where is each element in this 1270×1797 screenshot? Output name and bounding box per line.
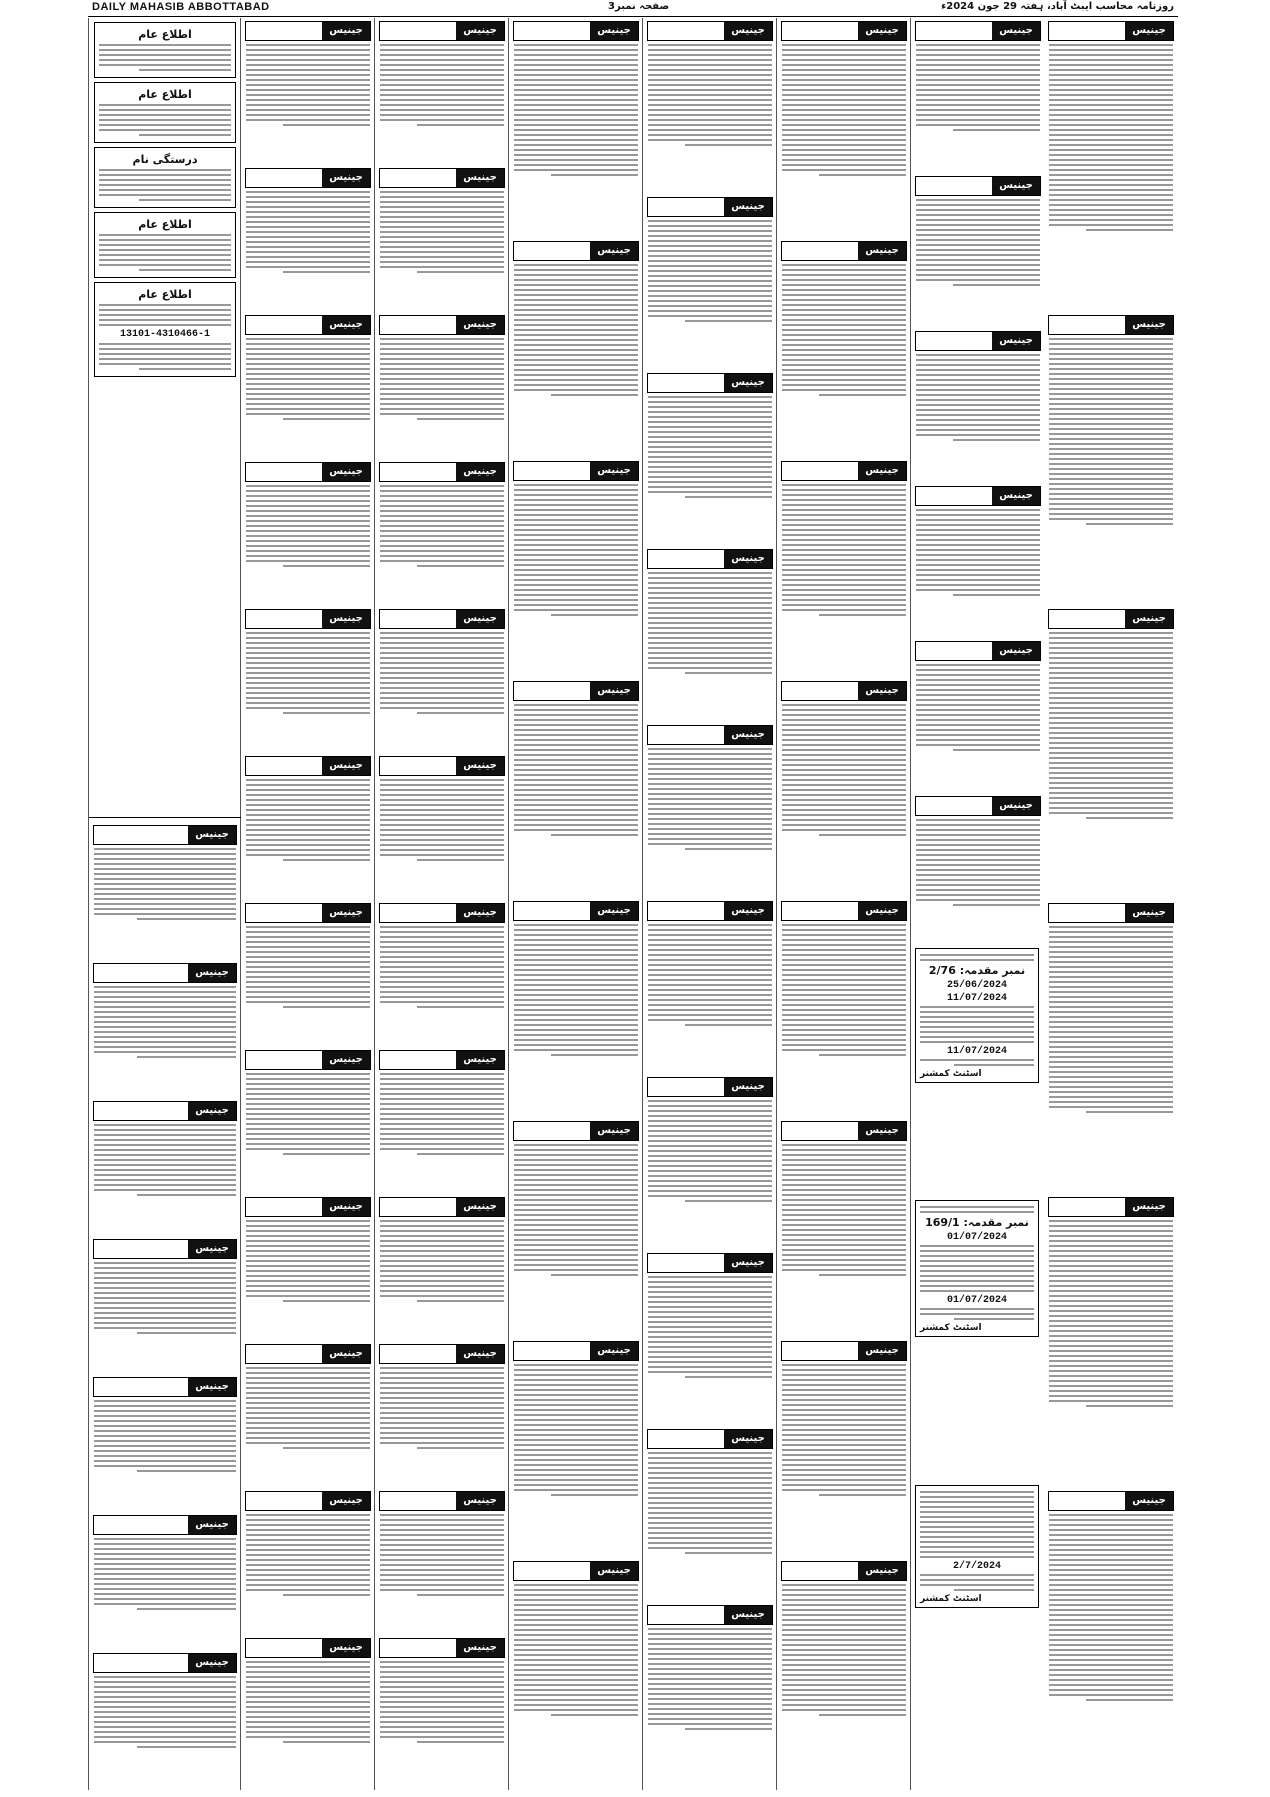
notice-heading bbox=[93, 1653, 237, 1673]
notice bbox=[375, 1488, 509, 1635]
notice-body bbox=[648, 1628, 772, 1730]
notice bbox=[375, 312, 509, 459]
notice-body bbox=[648, 396, 772, 498]
notice-number: جینیس bbox=[724, 1078, 772, 1096]
notice-heading bbox=[245, 1344, 371, 1364]
notice bbox=[777, 898, 911, 1118]
notice-number: جینیس bbox=[992, 487, 1040, 505]
notice-heading bbox=[513, 21, 639, 41]
notice-heading bbox=[647, 549, 773, 569]
notice bbox=[375, 1047, 509, 1194]
notice-body bbox=[782, 1144, 906, 1276]
notice-heading bbox=[245, 462, 371, 482]
notice-heading bbox=[379, 1050, 505, 1070]
notice bbox=[777, 458, 911, 678]
notice bbox=[241, 18, 375, 165]
ad-title: اطلاع عام bbox=[138, 28, 192, 41]
notice-body bbox=[1049, 1514, 1173, 1701]
notice-heading bbox=[379, 21, 505, 41]
notice bbox=[89, 1512, 241, 1650]
notice bbox=[643, 722, 777, 898]
notice-number: جینیس bbox=[456, 1345, 504, 1363]
notice bbox=[777, 238, 911, 458]
notice-heading bbox=[379, 1638, 505, 1658]
notice-number: جینیس bbox=[724, 1254, 772, 1272]
notice-number: جینیس bbox=[322, 1051, 370, 1069]
notice bbox=[509, 18, 643, 238]
notice-heading bbox=[513, 681, 639, 701]
notice bbox=[241, 606, 375, 753]
notice-body bbox=[782, 44, 906, 176]
notice-heading bbox=[245, 756, 371, 776]
notice-heading bbox=[647, 197, 773, 217]
appearance-date: 11/07/2024 bbox=[946, 1046, 1007, 1057]
notice-date: 01/07/2024 bbox=[946, 1232, 1007, 1243]
notice bbox=[241, 900, 375, 1047]
notice-heading bbox=[1048, 1197, 1174, 1217]
column-5 bbox=[508, 18, 643, 1790]
notice-number: جینیس bbox=[456, 169, 504, 187]
notice-number: جینیس bbox=[322, 169, 370, 187]
page-number: صفحہ نمبر3 bbox=[608, 1, 670, 12]
notice-number: جینیس bbox=[322, 757, 370, 775]
court-notices-3 bbox=[910, 1485, 1044, 1612]
notice-number: جینیس bbox=[590, 682, 638, 700]
notice-heading bbox=[93, 1101, 237, 1121]
notice-number: جینیس bbox=[724, 902, 772, 920]
notice-heading bbox=[93, 1377, 237, 1397]
notice-number: جینیس bbox=[590, 1562, 638, 1580]
public-notice-ad-1 bbox=[94, 22, 236, 78]
notice-number: جینیس bbox=[456, 757, 504, 775]
notice-number: جینیس bbox=[724, 1606, 772, 1624]
notice-number: جینیس bbox=[858, 242, 906, 260]
notice-heading bbox=[781, 1561, 907, 1581]
notice bbox=[241, 1194, 375, 1341]
notice-date: 25/06/2024 bbox=[946, 980, 1007, 991]
notice-body bbox=[648, 924, 772, 1026]
notice-number: جینیس bbox=[724, 374, 772, 392]
notice-number: جینیس bbox=[858, 1122, 906, 1140]
ad-title: اطلاع عام bbox=[138, 88, 192, 101]
notice-body bbox=[94, 1538, 236, 1610]
notice-number: جینیس bbox=[322, 904, 370, 922]
court-notice-3 bbox=[915, 1485, 1039, 1608]
signature-label: اسٹنٹ کمشنر bbox=[920, 1594, 982, 1604]
notice bbox=[911, 173, 1045, 328]
notice-number: جینیس bbox=[992, 177, 1040, 195]
notice-number: جینیس bbox=[858, 22, 906, 40]
notice bbox=[509, 1558, 643, 1778]
notice-body bbox=[514, 704, 638, 836]
notice-body bbox=[94, 1400, 236, 1472]
notice-heading bbox=[245, 903, 371, 923]
notice-number: جینیس bbox=[188, 1102, 236, 1120]
newspaper-name: DAILY MAHASIB ABBOTTABAD bbox=[92, 1, 270, 13]
public-notice-ad-4 bbox=[94, 282, 236, 377]
notice-heading bbox=[647, 373, 773, 393]
notice-number: جینیس bbox=[1125, 1492, 1173, 1510]
notice bbox=[241, 1341, 375, 1488]
notice-body bbox=[514, 1584, 638, 1716]
notice-heading bbox=[1048, 1491, 1174, 1511]
notice-heading bbox=[781, 21, 907, 41]
notice-heading bbox=[93, 1515, 237, 1535]
notice-heading bbox=[1048, 609, 1174, 629]
notice-body bbox=[94, 1676, 236, 1748]
notice-number: جینیس bbox=[456, 463, 504, 481]
notice-heading bbox=[379, 1491, 505, 1511]
notice bbox=[643, 1074, 777, 1250]
notice-heading bbox=[513, 461, 639, 481]
hearing-date: 11/07/2024 bbox=[946, 993, 1007, 1004]
notice-heading bbox=[513, 1121, 639, 1141]
notice-number: جینیس bbox=[322, 1198, 370, 1216]
notice-number: جینیس bbox=[590, 242, 638, 260]
notice-body bbox=[648, 220, 772, 322]
masthead bbox=[88, 0, 1178, 17]
notice-heading bbox=[915, 641, 1041, 661]
notice-number: جینیس bbox=[322, 1639, 370, 1657]
column-6 bbox=[374, 18, 509, 1790]
notice-heading bbox=[647, 1605, 773, 1625]
notice-heading bbox=[245, 609, 371, 629]
notice bbox=[777, 1118, 911, 1338]
notice bbox=[643, 370, 777, 546]
notice bbox=[241, 459, 375, 606]
notice-heading bbox=[245, 315, 371, 335]
notice bbox=[375, 165, 509, 312]
notice-heading bbox=[647, 21, 773, 41]
notice bbox=[1044, 606, 1178, 900]
name-correction-ad bbox=[94, 147, 236, 208]
notice-heading bbox=[1048, 903, 1174, 923]
notice-body bbox=[1049, 338, 1173, 525]
notice-number: جینیس bbox=[992, 797, 1040, 815]
notice-heading bbox=[513, 1341, 639, 1361]
notice-heading bbox=[781, 1121, 907, 1141]
notice-heading bbox=[379, 609, 505, 629]
notice bbox=[375, 753, 509, 900]
notice bbox=[509, 458, 643, 678]
notice-number: جینیس bbox=[188, 1378, 236, 1396]
notice-number: جینیس bbox=[1125, 316, 1173, 334]
notice bbox=[509, 238, 643, 458]
notice bbox=[509, 1338, 643, 1558]
notice-heading bbox=[781, 241, 907, 261]
notice-heading bbox=[93, 825, 237, 845]
column-1 bbox=[1044, 18, 1178, 1790]
notice-body bbox=[1049, 926, 1173, 1113]
notice-body bbox=[514, 1364, 638, 1496]
notice-heading bbox=[781, 1341, 907, 1361]
notice bbox=[1044, 1194, 1178, 1488]
notice-body bbox=[782, 264, 906, 396]
notice bbox=[643, 898, 777, 1074]
notice-number: جینیس bbox=[858, 1342, 906, 1360]
public-notice-ad-3 bbox=[94, 212, 236, 278]
notice-heading bbox=[379, 1344, 505, 1364]
notice-number: جینیس bbox=[188, 1516, 236, 1534]
notice-body bbox=[648, 1100, 772, 1202]
notice bbox=[643, 1426, 777, 1602]
notice-number: جینیس bbox=[456, 1198, 504, 1216]
notice-number: جینیس bbox=[992, 642, 1040, 660]
signature-label: اسٹنٹ کمشنر bbox=[920, 1323, 982, 1333]
notice bbox=[241, 165, 375, 312]
notice-body bbox=[514, 264, 638, 396]
notice-number: جینیس bbox=[858, 902, 906, 920]
notice-body bbox=[782, 704, 906, 836]
notice-body bbox=[648, 572, 772, 674]
notice-number: جینیس bbox=[724, 1430, 772, 1448]
notice bbox=[89, 1236, 241, 1374]
public-notice-ad-2 bbox=[94, 82, 236, 143]
notice-heading bbox=[1048, 315, 1174, 335]
notice-heading bbox=[915, 796, 1041, 816]
notice-number: جینیس bbox=[724, 726, 772, 744]
notice-number: جینیس bbox=[322, 463, 370, 481]
notice-heading bbox=[915, 176, 1041, 196]
notice-heading bbox=[513, 901, 639, 921]
notice-heading bbox=[245, 1050, 371, 1070]
notice-heading bbox=[781, 901, 907, 921]
notice-number: جینیس bbox=[188, 1654, 236, 1672]
notice bbox=[375, 18, 509, 165]
notice-body bbox=[648, 748, 772, 850]
id-card-number: 13101-4310466-1 bbox=[119, 329, 210, 340]
notice-number: جینیس bbox=[724, 550, 772, 568]
notice-number: جینیس bbox=[456, 1639, 504, 1657]
notice-body bbox=[1049, 1220, 1173, 1407]
notice-heading bbox=[379, 903, 505, 923]
hearing-date: 2/7/2024 bbox=[952, 1561, 1001, 1572]
notice-body bbox=[94, 1262, 236, 1334]
notice-heading bbox=[379, 462, 505, 482]
notice-number: جینیس bbox=[456, 22, 504, 40]
notice-number: جینیس bbox=[456, 610, 504, 628]
notice bbox=[89, 1650, 241, 1788]
notice-body bbox=[1049, 44, 1173, 231]
notice bbox=[509, 1118, 643, 1338]
notice-body bbox=[782, 1584, 906, 1716]
notice-number: جینیس bbox=[590, 1122, 638, 1140]
notice-body bbox=[514, 44, 638, 176]
notice-heading bbox=[379, 315, 505, 335]
notice bbox=[241, 753, 375, 900]
notice-heading bbox=[647, 725, 773, 745]
notice bbox=[375, 459, 509, 606]
notice-heading bbox=[245, 1638, 371, 1658]
notice-number: جینیس bbox=[858, 682, 906, 700]
notice-heading bbox=[915, 486, 1041, 506]
notice bbox=[89, 822, 241, 960]
ad-title: درستگی نام bbox=[132, 153, 198, 166]
notice bbox=[911, 18, 1045, 173]
notice-number: جینیس bbox=[590, 22, 638, 40]
notice-body bbox=[1049, 632, 1173, 819]
notice-number: جینیس bbox=[590, 462, 638, 480]
ad-title: اطلاع عام bbox=[138, 218, 192, 231]
notice-body bbox=[514, 924, 638, 1056]
notice bbox=[911, 793, 1045, 948]
notice-number: جینیس bbox=[456, 904, 504, 922]
notice-number: جینیس bbox=[590, 1342, 638, 1360]
notice-number: جینیس bbox=[322, 610, 370, 628]
ad-title: اطلاع عام bbox=[138, 288, 192, 301]
notice bbox=[777, 1338, 911, 1558]
column-3 bbox=[776, 18, 911, 1790]
notice-heading bbox=[379, 1197, 505, 1217]
hearing-date: 01/07/2024 bbox=[946, 1295, 1007, 1306]
notice-heading bbox=[513, 1561, 639, 1581]
notice bbox=[911, 638, 1045, 793]
notice-number: جینیس bbox=[724, 198, 772, 216]
notice-body bbox=[648, 1452, 772, 1554]
notice bbox=[1044, 900, 1178, 1194]
notice bbox=[241, 1635, 375, 1782]
notice-number: جینیس bbox=[1125, 904, 1173, 922]
notice-number: جینیس bbox=[992, 332, 1040, 350]
notice-number: جینیس bbox=[858, 1562, 906, 1580]
notice-heading bbox=[915, 21, 1041, 41]
notice-number: جینیس bbox=[1125, 1198, 1173, 1216]
notice-number: جینیس bbox=[1125, 22, 1173, 40]
notice-heading bbox=[93, 963, 237, 983]
court-notices bbox=[910, 948, 1044, 1087]
notice bbox=[375, 1341, 509, 1488]
notice bbox=[375, 1194, 509, 1341]
notice-number: جینیس bbox=[188, 1240, 236, 1258]
notice-body bbox=[648, 44, 772, 146]
notice-body bbox=[514, 484, 638, 616]
notice-body bbox=[782, 484, 906, 616]
notice-heading bbox=[513, 241, 639, 261]
notice-body bbox=[94, 986, 236, 1058]
notice bbox=[643, 18, 777, 194]
notice-heading bbox=[915, 331, 1041, 351]
notice bbox=[241, 1047, 375, 1194]
notice-number: جینیس bbox=[322, 316, 370, 334]
notice-heading bbox=[245, 1491, 371, 1511]
case-number: نمبر مقدمہ: 169/1 bbox=[925, 1216, 1029, 1229]
notice-heading bbox=[647, 901, 773, 921]
notice-body bbox=[94, 1124, 236, 1196]
notice-number: جینیس bbox=[858, 462, 906, 480]
notice-heading bbox=[781, 681, 907, 701]
notice-number: جینیس bbox=[322, 22, 370, 40]
notice-body bbox=[782, 1364, 906, 1496]
notice bbox=[1044, 18, 1178, 312]
notice bbox=[777, 678, 911, 898]
notice bbox=[777, 18, 911, 238]
case-number: نمبر مقدمہ: 2/76 bbox=[928, 964, 1026, 977]
notice bbox=[1044, 1488, 1178, 1782]
newspaper-date: روزنامہ محاسب ایبٹ آباد، ہفتہ 29 جون 2024ء bbox=[941, 1, 1174, 12]
court-notice-2 bbox=[915, 1200, 1039, 1337]
notice-number: جینیس bbox=[456, 1492, 504, 1510]
signature-label: اسٹنٹ کمشنر bbox=[920, 1069, 982, 1079]
notice bbox=[643, 546, 777, 722]
court-notice-1 bbox=[915, 948, 1039, 1083]
notice bbox=[643, 1602, 777, 1778]
notice bbox=[643, 194, 777, 370]
notice bbox=[509, 898, 643, 1118]
notice-heading bbox=[245, 1197, 371, 1217]
notice-number: جینیس bbox=[322, 1345, 370, 1363]
notice-heading bbox=[379, 168, 505, 188]
notice-heading bbox=[781, 461, 907, 481]
notice-heading bbox=[245, 168, 371, 188]
notice-body bbox=[782, 924, 906, 1056]
notice bbox=[911, 483, 1045, 638]
notice bbox=[89, 1374, 241, 1512]
notice-heading bbox=[1048, 21, 1174, 41]
notice-number: جینیس bbox=[992, 22, 1040, 40]
notice-heading bbox=[647, 1253, 773, 1273]
notice-heading bbox=[93, 1239, 237, 1259]
column-7 bbox=[240, 18, 375, 1790]
notice-number: جینیس bbox=[590, 902, 638, 920]
notice bbox=[1044, 312, 1178, 606]
notice bbox=[89, 960, 241, 1098]
notice-number: جینیس bbox=[456, 1051, 504, 1069]
notice bbox=[375, 900, 509, 1047]
notice bbox=[375, 606, 509, 753]
notice-number: جینیس bbox=[188, 964, 236, 982]
notice-heading bbox=[379, 756, 505, 776]
notice bbox=[777, 1558, 911, 1778]
notice-body bbox=[514, 1144, 638, 1276]
notice-body bbox=[648, 1276, 772, 1378]
notice-number: جینیس bbox=[724, 22, 772, 40]
notice bbox=[509, 678, 643, 898]
notice-number: جینیس bbox=[456, 316, 504, 334]
notice bbox=[911, 328, 1045, 483]
notice-heading bbox=[647, 1077, 773, 1097]
notice-number: جینیس bbox=[188, 826, 236, 844]
notice bbox=[89, 1098, 241, 1236]
column-4 bbox=[642, 18, 777, 1790]
notice bbox=[375, 1635, 509, 1782]
notice-number: جینیس bbox=[1125, 610, 1173, 628]
notice-number: جینیس bbox=[322, 1492, 370, 1510]
notice bbox=[643, 1250, 777, 1426]
court-notices-2 bbox=[910, 1200, 1044, 1341]
notice bbox=[241, 1488, 375, 1635]
notice bbox=[241, 312, 375, 459]
column-8 bbox=[88, 18, 241, 1790]
notice-heading bbox=[647, 1429, 773, 1449]
notice-heading bbox=[245, 21, 371, 41]
notice-body bbox=[94, 848, 236, 920]
left-ads-panel bbox=[89, 22, 241, 818]
